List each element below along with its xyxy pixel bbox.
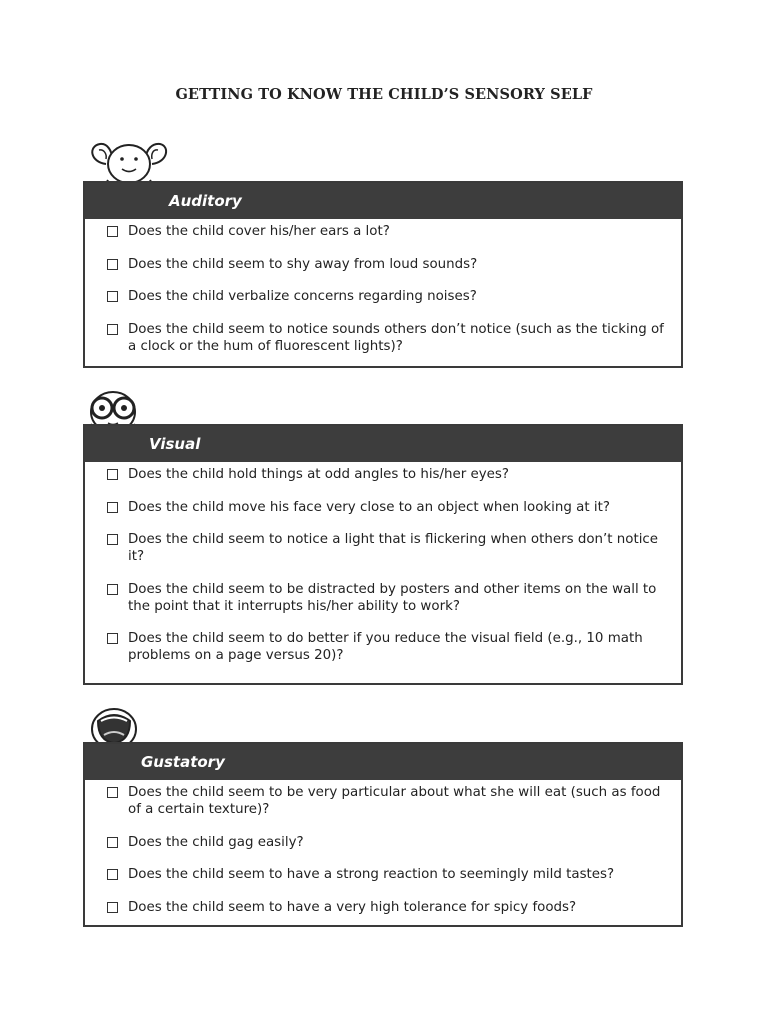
question-text: Does the child cover his/her ears a lot?	[128, 224, 390, 239]
question-text: Does the child seem to be distracted by posters and other items on the wall to the point that it interrupts his/her ability to work?	[128, 581, 657, 614]
checklist-item	[107, 899, 667, 916]
checkbox[interactable]	[107, 259, 118, 270]
question-text: Does the child move his face very close to an object when looking at it?	[128, 499, 610, 515]
question-text: Does the child seem to notice a light that is flickering when others don’t notice it?	[128, 532, 659, 564]
section-header	[85, 744, 681, 780]
section-title: Gustatory	[141, 753, 225, 771]
checkbox[interactable]	[107, 534, 118, 545]
checkbox[interactable]	[107, 226, 118, 237]
question-text: Does the child seem to be very particular about what she will eat (such as food of a certain texture)?	[128, 785, 661, 817]
question-text: Does the child verbalize concerns regarding noises?	[128, 289, 477, 304]
page-title: GETTING TO KNOW THE CHILD’S SENSORY SELF	[175, 86, 593, 103]
checklist-item	[107, 321, 667, 355]
question-text: Does the child seem to shy away from loud sounds?	[128, 256, 478, 272]
checklist-item	[107, 223, 667, 240]
question-text: Does the child seem to do better if you reduce the visual field (e.g., 10 math problems on a page versus 20)?	[128, 631, 643, 663]
section-header	[85, 183, 681, 219]
checklist-item	[107, 288, 667, 305]
question-text: Does the child seem to notice sounds others don’t notice (such as the ticking of a clock or the hum of fluorescent lights)?	[128, 321, 664, 354]
question-text: Does the child seem to have a very high tolerance for spicy foods?	[128, 899, 577, 915]
checklist-item	[107, 834, 667, 851]
checklist-item	[107, 630, 667, 664]
question-text: Does the child seem to have a strong reaction to seemingly mild tastes?	[128, 867, 615, 882]
checkbox[interactable]	[107, 787, 118, 798]
section-visual	[83, 424, 683, 685]
question-text: Does the child gag easily?	[128, 834, 304, 850]
section-header	[85, 426, 681, 462]
checkbox[interactable]	[107, 869, 118, 880]
checkbox[interactable]	[107, 502, 118, 513]
checkbox[interactable]	[107, 902, 118, 913]
section-title: Visual	[149, 435, 201, 453]
checklist-item	[107, 581, 667, 615]
checklist-item	[107, 256, 667, 273]
checkbox[interactable]	[107, 324, 118, 335]
checkbox[interactable]	[107, 291, 118, 302]
question-text: Does the child hold things at odd angles to his/her eyes?	[128, 467, 509, 482]
section-title: Auditory	[169, 192, 242, 210]
checklist-item	[107, 531, 667, 565]
checklist-item	[107, 784, 667, 818]
checkbox[interactable]	[107, 584, 118, 595]
checkbox[interactable]	[107, 837, 118, 848]
checkbox[interactable]	[107, 633, 118, 644]
checkbox[interactable]	[107, 469, 118, 480]
checklist-item	[107, 466, 667, 483]
checklist-item	[107, 866, 667, 883]
section-auditory	[83, 181, 683, 368]
section-gustatory	[83, 742, 683, 927]
checklist-item	[107, 499, 667, 516]
